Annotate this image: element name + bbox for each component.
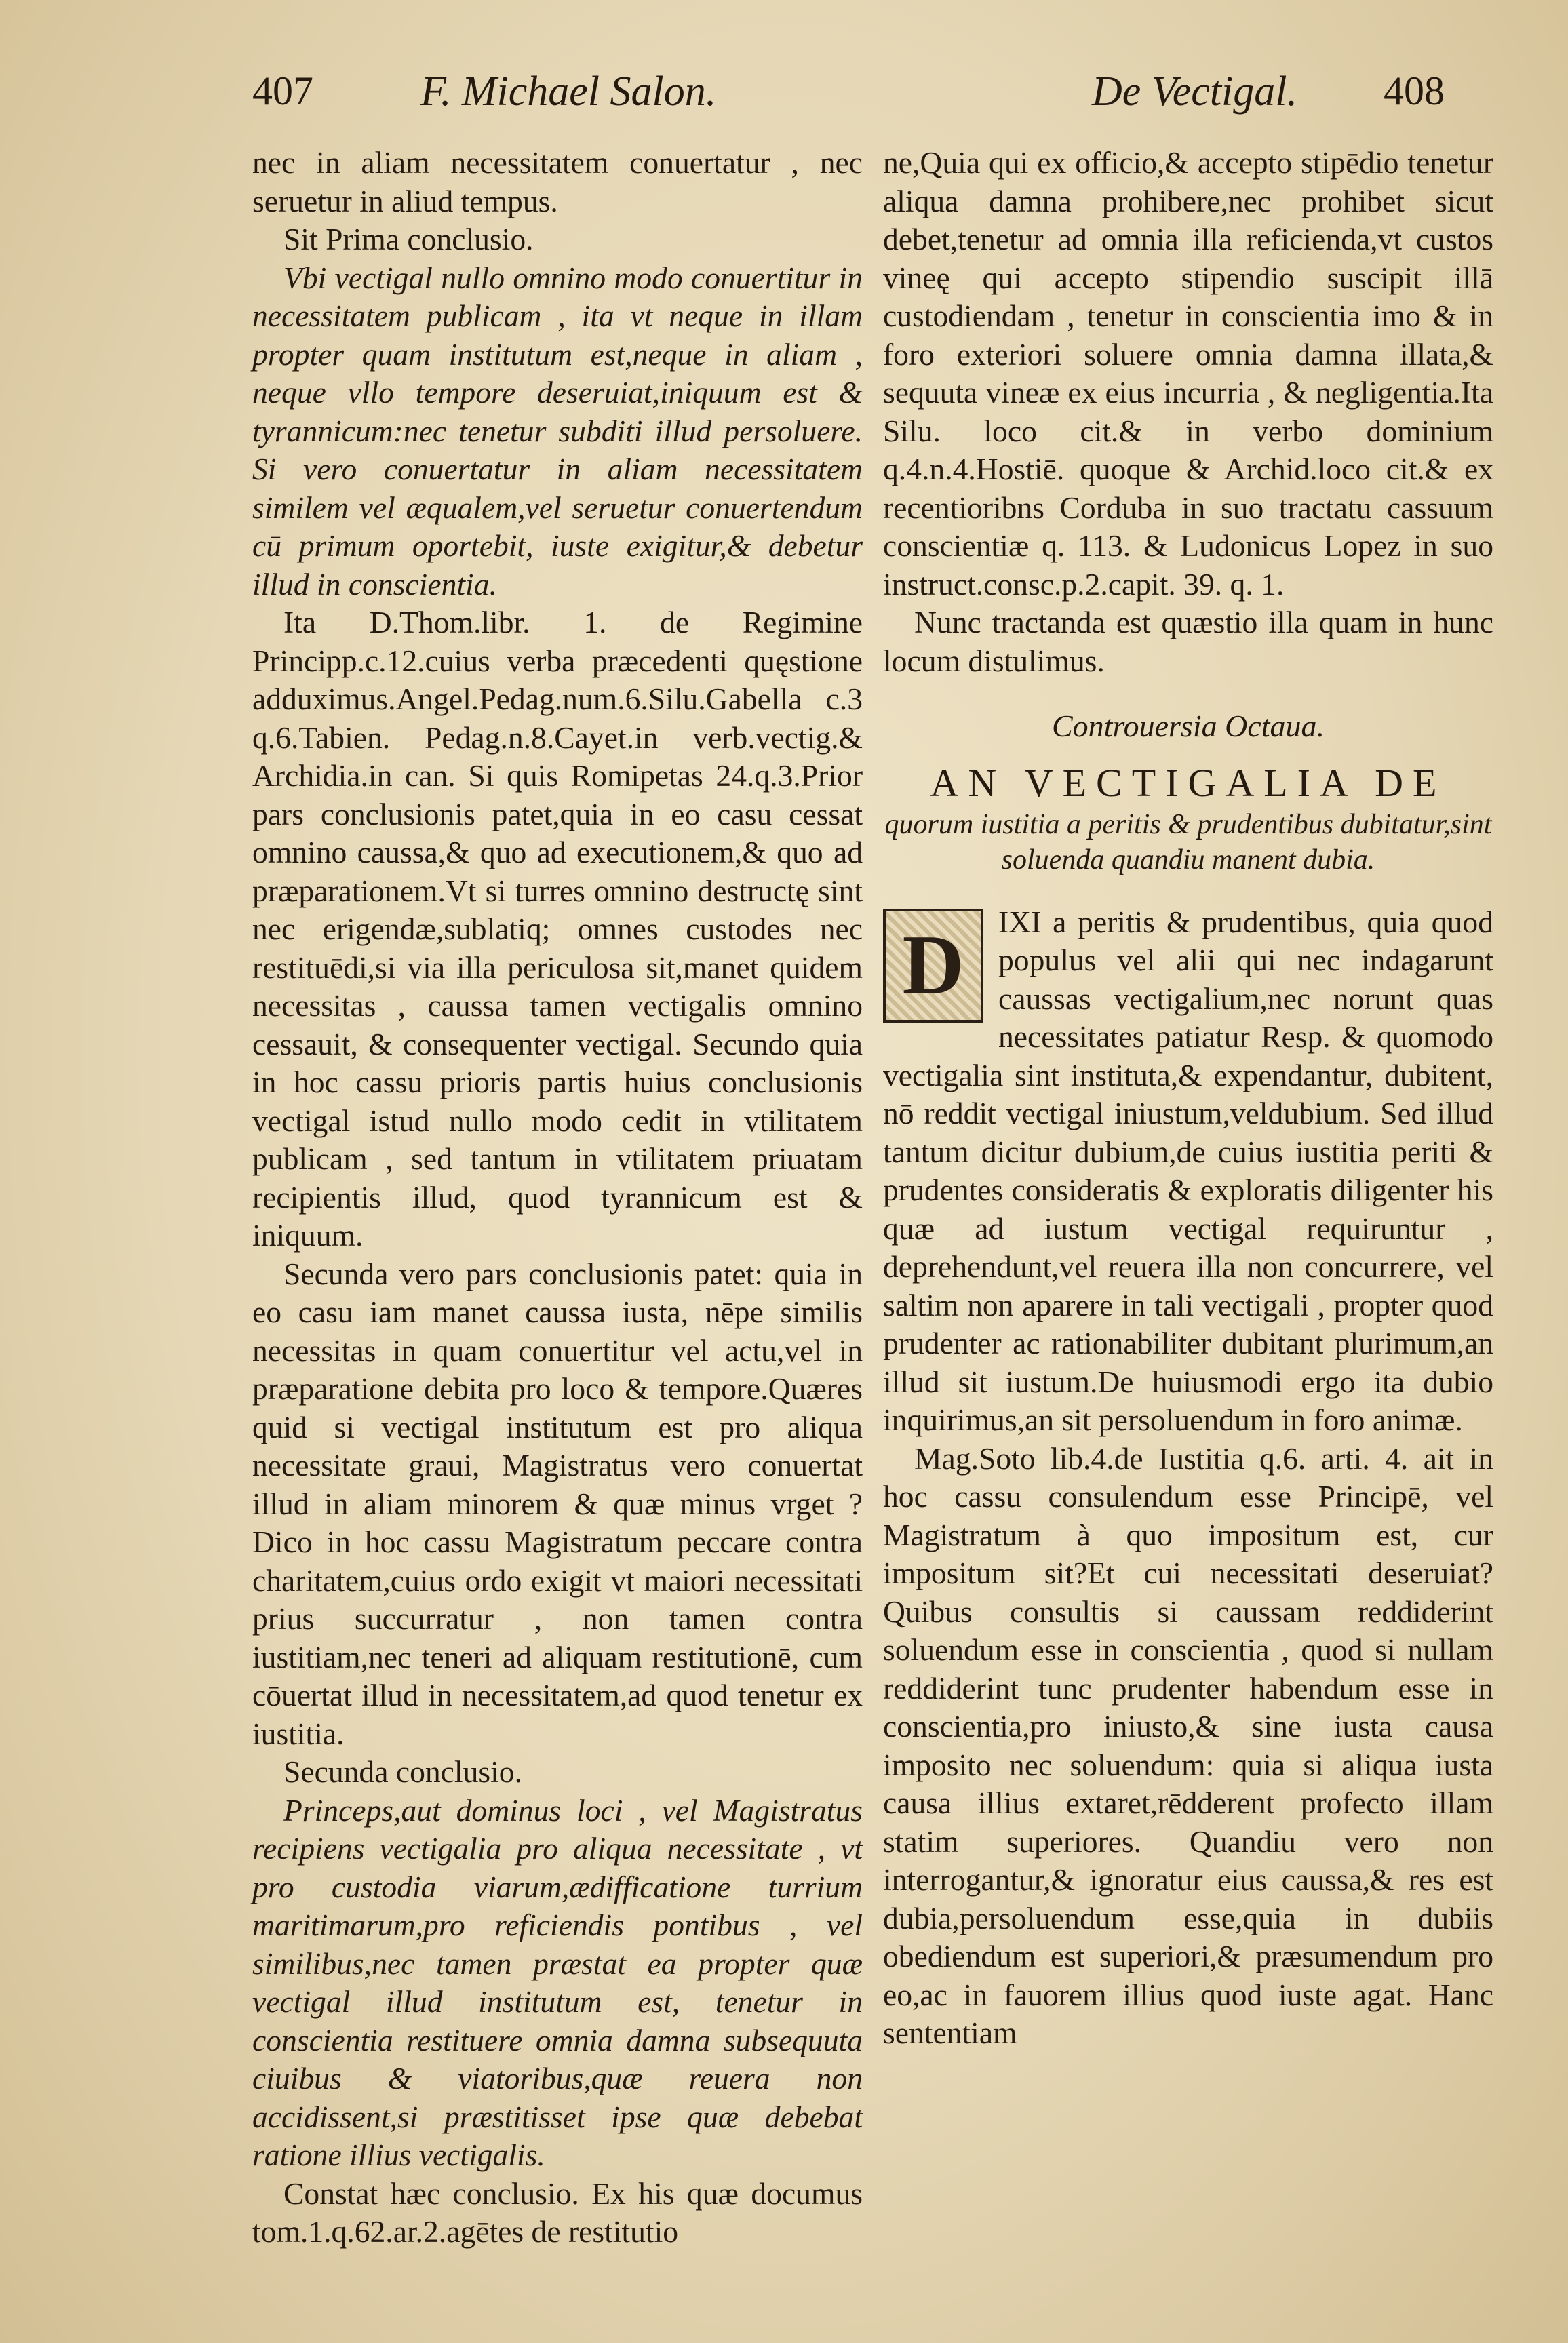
conclusion-text-1: Vbi vectigal nullo omnino modo conuertitur in necessitatem publicam , ita vt neque in illam propter quam institutum est,neque in aliam , neque vllo tempore deseruiat,iniquum est & tyrannicum:nec tenetur subditi illud persoluere. Si vero conuertatur in aliam necessitatem similem vel æqualem,vel seruetur conuertendum cū primum oportebit, iuste exigitur,& debetur illud in conscientia. (252, 260, 863, 602)
left-paragraph-3: Secunda vero pars conclusionis patet: quia in eo casu iam manet caussa iusta, nēpe similis necessitas in quam conuertitur vel actu,vel in præparatione debita pro loco & tempore.Quæres quid si vectigal institutum est pro aliqua necessitate graui, Magistratus vero conuertat illud in aliam minorem & quæ minus vrget ? Dico in hoc cassu Magistratum peccare contra charitatem,cuius ordo exigit vt maiori necessitati prius succurratur , non tamen contra iustitiam,nec teneri ad aliquam restitutionē, cum cōuertat illud in necessitatem,ad quod tenetur ex iustitia. (252, 1256, 863, 1751)
left-page-number: 407 (252, 68, 313, 113)
left-column (252, 144, 863, 2251)
decorated-initial-letter: D (902, 918, 964, 1012)
right-paragraph-3: IXI a peritis & prudentibus, quia quod populus vel alii qui nec indagarunt caussas vectigalium,nec norunt quas necessitates patiatur Resp. & quomodo vectigalia sint instituta,& expendantur, dubitent, nō reddit vectigal iniustum,veldubium. Sed illud tantum dicitur dubium,de cuius iustitia periti & prudentes consideratis & exploratis diligenter his quæ ad iustum vectigal requiruntur , deprehendunt,vel reuera illa non concurrere, vel saltim non aparere in tali vectigali , propter quod prudenter ac rationabiliter dubitant plurimum,an illud sit iustum.De huiusmodi ergo ita dubio inquirimus,an sit persoluendum in foro animæ. (883, 904, 1493, 1437)
decorated-initial (883, 909, 983, 1023)
right-running-title: De Vectigal. (1092, 68, 1298, 115)
controversy-heading: Controuersia Octaua. (1051, 709, 1325, 743)
right-paragraph-2: Nunc tractanda est quæstio illa quam in hunc locum distulimus. (883, 605, 1493, 678)
right-paragraph-1: ne,Quia qui ex officio,& accepto stipēdio tenetur aliqua damna prohibere,nec prohibet sicut debet,tenetur ad omnia illa reficienda,vt custos vineę qui accepto stipendio suscipit illā custodiendam , tenetur in conscientia imo & in foro exteriori soluere omnia damna illata,& sequuta vineæ ex eius incurria , & negligentia.Ita Silu. loco cit.& in verbo dominium q.4.n.4.Hostiē. quoque & Archid.loco cit.& ex recentioribns Corduba in suo tractatu cassuum conscientiæ q. 113. & Ludonicus Lopez in suo instruct.consc.p.2.capit. 39. q. 1. (883, 145, 1493, 602)
conclusion-heading-1: Sit Prima conclusio. (283, 222, 534, 256)
conclusion-text-2: Princeps,aut dominus loci , vel Magistratus recipiens vectigalia pro aliqua necessitate , vt pro custodia viarum,ædifficatione turrium maritimarum,pro reficiendis pontibus , vel similibus,nec tamen præstat ea propter quæ vectigal illud institutum est, tenetur in conscientia restituere omnia damna subsequuta ciuibus & viatoribus,quæ reuera non accidissent,si præstitisset ipse quæ debebat ratione illius vectigalis. (252, 1792, 863, 2172)
conclusion-heading-2: Secunda conclusio. (283, 1754, 522, 1789)
left-paragraph-2: Ita D.Thom.libr. 1. de Regimine Principp.c.12.cuius verba præcedenti quęstione adduximus.Angel.Pedag.num.6.Silu.Gabella c.3 q.6.Tabien. Pedag.n.8.Cayet.in verb.vectig.& Archidia.in can. Si quis Romipetas 24.q.3.Prior pars conclusionis patet,quia in eo casu cessat omnino caussa,& quo ad executionem,& quo ad præparationem.Vt si turres omnino destructę sint nec erigendæ,sublatiq; omnes custodes nec restituēdi,si via illa periculosa sit,manet quidem necessitas , caussa tamen vectigalis omnino cessauit, & consequenter vectigal. Secundo quia in hoc cassu prioris partis huius conclusionis vectigal istud nullo modo cedit in vtilitatem publicam , sed tantum in vtilitatem priuatam recipientis illud, quod tyrannicum est & iniquum. (252, 605, 863, 1253)
right-column (883, 144, 1493, 2053)
right-page-number: 408 (1384, 68, 1445, 113)
left-paragraph-4: Constat hæc conclusio. Ex his quæ documus tom.1.q.62.ar.2.agētes de restitutio (252, 2175, 863, 2249)
left-paragraph-1: nec in aliam necessitatem conuertatur , nec seruetur in aliud tempus. (252, 145, 863, 218)
controversy-title: AN VECTIGALIA DE (930, 760, 1447, 805)
left-running-title: F. Michael Salon. (420, 68, 717, 115)
right-paragraph-4: Mag.Soto lib.4.de Iustitia q.6. arti. 4. ait in hoc cassu consulendum esse Principē, vel Magistratum à quo impositum est, cur impositum sit?Et cui necessitati deseruiat? Quibus consultis si caussam reddiderint soluendum esse in conscientia , quod si nullam reddiderint tunc prudenter habendum esse in conscientia,pro iniusto,& sine iusta causa imposito nec soluendum: quia si aliqua iusta causa illius extaret,rēdderent profecto illam statim superiores. Quandiu vero non interrogantur,& ignoratur eius caussa,& res est dubia,persoluendum esse,quia in dubiis obediendum est superiori,& præsumendum pro eo,ac in fauorem illius quod iuste agat. Hanc sententiam (883, 1440, 1493, 2050)
controversy-subtitle: quorum iustitia a peritis & prudentibus dubitatur,sint soluenda quandiu manent dubia. (884, 808, 1492, 875)
